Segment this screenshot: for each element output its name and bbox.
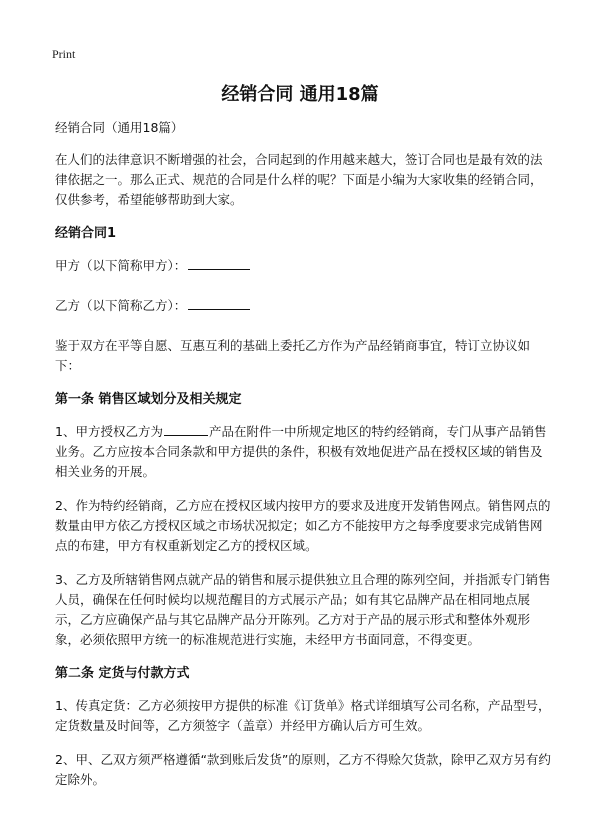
article1-heading: 第一条 销售区域划分及相关规定: [55, 392, 242, 407]
document-subtitle: 经销合同（通用18篇）: [55, 120, 184, 135]
article1-clause2: 2、作为特约经销商，乙方应在授权区域内按甲方的要求及进度开发销售网点。销售网点的数量由甲方依乙方授权区域之市场状况拟定；如乙方不能按甲方之每季度要求完成销售网点的布建，甲方有权重新划定乙方的授权区域。: [55, 498, 551, 553]
article2-clause2: 2、甲、乙双方须严格遵循“款到账后发货”的原则，乙方不得赊欠货款，除甲乙双方另有约定除外。: [55, 752, 551, 787]
document-body: [55, 118, 553, 804]
party-a-line: [55, 256, 553, 276]
page-title: 经销合同 通用18篇: [221, 84, 379, 105]
article1-clause1-rest: 产品在附件一中所规定地区的特约经销商，专门从事产品销售业务。乙方应按本合同条款和甲方提供的条件，积极有效地促进产品在授权区域的销售及相关业务的开展。: [55, 424, 547, 479]
party-b-label: 乙方（以下简称乙方）：: [55, 298, 187, 313]
article1-clause1: [55, 422, 553, 482]
print-link[interactable]: Print: [52, 47, 76, 61]
article1-clause3: 3、乙方及所辖销售网点就产品的销售和展示提供独立且合理的陈列空间，并指派专门销售人员，确保在任何时候均以规范醒目的方式展示产品；如有其它品牌产品在相同地点展示，乙方应确保产品与其它品牌产品分开陈列。乙方对于产品的展示形式和整体外观形象，必须依照甲方统一的标准规范进行实施，未经甲方书面同意，不得变更。: [55, 572, 551, 647]
party-a-blank: [188, 257, 250, 270]
party-b-blank: [188, 297, 250, 310]
preamble-paragraph: 鉴于双方在平等自愿、互惠互利的基础上委托乙方作为产品经销商事宜，特订立协议如下：: [55, 338, 531, 373]
article2-clause1: 1、传真定货：乙方必须按甲方提供的标准《订货单》格式详细填写公司名称，产品型号，定货数量及时间等，乙方须签字（盖章）并经甲方确认后方可生效。: [55, 698, 551, 733]
article2-heading: 第二条 定货与付款方式: [55, 666, 190, 681]
intro-paragraph: 在人们的法律意识不断增强的社会，合同起到的作用越来越大，签订合同也是最有效的法律依据之一。那么正式、规范的合同是什么样的呢？下面是小编为大家收集的经销合同，仅供参考，希望能够帮助到大家。: [55, 152, 543, 207]
contract-heading: 经销合同1: [55, 226, 117, 241]
article1-clause1-start: 1、甲方授权乙方为: [55, 424, 163, 439]
product-name-blank: [164, 423, 208, 436]
party-b-line: [55, 296, 553, 316]
party-a-label: 甲方（以下简称甲方）：: [55, 258, 187, 273]
